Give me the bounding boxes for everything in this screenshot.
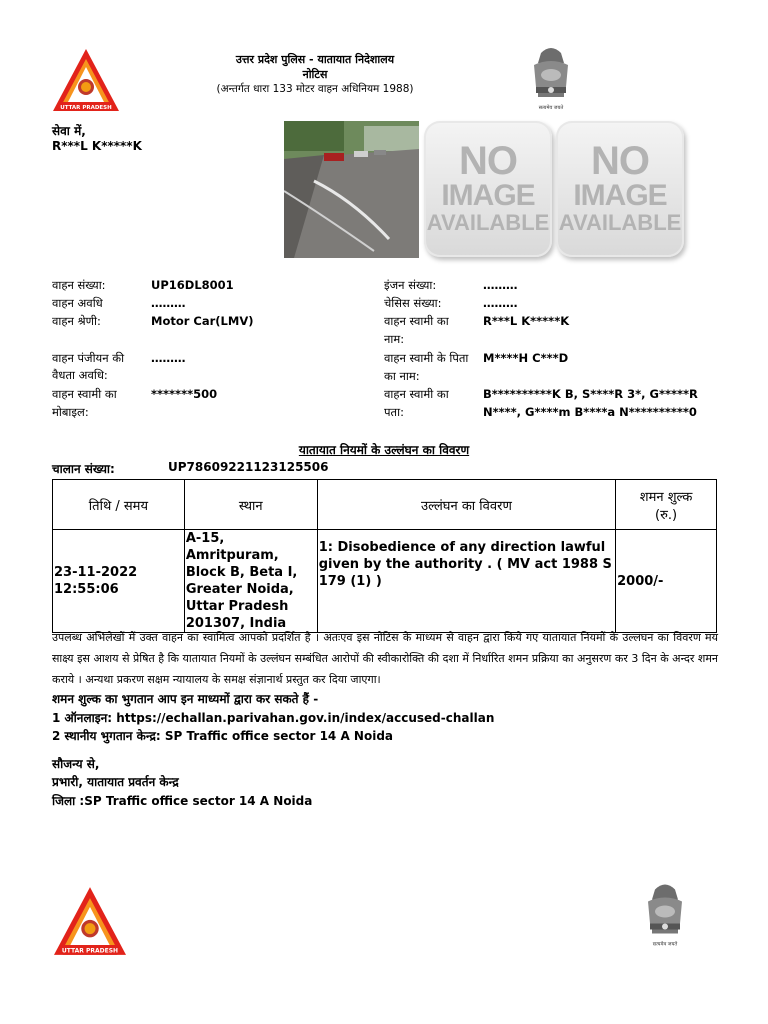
violation-datetime — [53, 530, 185, 633]
owner-address-label: वाहन स्वामी का — [384, 387, 449, 401]
offence-line: 1: Disobedience of any direction lawful — [318, 540, 606, 555]
header-title: उत्तर प्रदेश पुलिस - यातायात निदेशालय — [235, 53, 395, 66]
col-fine-unit: (रु.) — [655, 507, 678, 523]
table-header-row — [53, 480, 717, 530]
payment-local: 2 स्थानीय भुगतान केन्द्र: SP Traffic office sector 14 A Noida — [52, 729, 394, 743]
no-image-placeholder-1: NO IMAGE AVAILABLE — [424, 121, 552, 257]
engine-number: ……… — [483, 278, 518, 292]
payment-online: 1 ऑनलाइन: https://echallan.parivahan.gov.in/index/accused-challan — [52, 711, 495, 725]
header-section: (अन्तर्गत धारा 133 मोटर वाहन अधिनियम 1988) — [216, 83, 414, 95]
reg-validity: ……… — [151, 351, 186, 365]
col-datetime: तिथि / समय — [53, 480, 185, 530]
col-place: स्थान — [184, 480, 317, 530]
table-row — [53, 530, 717, 633]
violation-section-title: यातायात नियमों के उल्लंघन का विवरण — [298, 443, 470, 457]
chassis-number-label: चेसिस संख्या: — [384, 296, 442, 310]
violation-table — [52, 479, 717, 633]
place-line: Uttar Pradesh — [185, 599, 289, 614]
father-name-label-2: का नाम: — [384, 369, 420, 383]
notice-paragraph: उपलब्ध अभिलेखों में उक्त वाहन का स्वामित्व आपको प्रदर्शित है । अतःएव इस नोटिस के माध्यम से वाहन द्वारा किये गए यातायात नियमों के उल्लंघन का विवरण मय साक्ष्य इस आशय से प्रेषित है कि यातायात नियमों के उल्लंघन सम्बंधित आरोपों की स्वीकारोक्ति की दशा में निर्धारित शमन प्रक्रिया का अनुसरण कर 3 दिन के अन्दर शमन कराये । अन्यथा प्रकरण सक्षम न्यायालय के समक्ष संज्ञानार्थ प्रस्तुत कर दिया जाएगा। — [52, 631, 718, 686]
owner-address-line1: B**********K B, S****R 3*, G*****R — [483, 387, 698, 401]
place-line: A-15, Amritpuram, — [185, 531, 279, 563]
traffic-directorate-logo — [51, 47, 121, 113]
vehicle-number: UP16DL8001 — [151, 278, 234, 292]
logo-bottom-text: UTTAR PRADESH — [60, 105, 112, 111]
recipient-name: R***L K*****K — [52, 139, 142, 153]
challan-number: UP78609221123125506 — [168, 460, 329, 474]
col-fine-label: शमन शुल्क — [639, 489, 693, 505]
father-name: M****H C***D — [483, 351, 569, 365]
owner-mobile-label-2: मोबाइल: — [52, 405, 89, 419]
traffic-directorate-logo-bottom — [51, 885, 129, 957]
violation-time: 12:55:06 — [54, 582, 119, 597]
recipient-label: सेवा में, — [52, 124, 86, 138]
place-line: 201307, India — [185, 616, 287, 631]
father-name-label: वाहन स्वामी के पिता — [384, 351, 469, 365]
owner-name-label-2: नाम: — [384, 332, 405, 346]
footer-courtesy: सौजन्य से, — [52, 757, 100, 771]
place-line: Greater Noida, — [185, 582, 294, 597]
owner-mobile-label: वाहन स्वामी का — [52, 387, 117, 401]
place-line: Block B, Beta I, — [185, 565, 298, 580]
vehicle-age-label: वाहन अवधि — [52, 296, 103, 310]
footer-district: जिला :SP Traffic office sector 14 A Noida — [52, 794, 313, 808]
logo-bottom-text-2: UTTAR PRADESH — [61, 947, 119, 955]
evidence-photo — [284, 121, 419, 258]
engine-number-label: इंजन संख्या: — [384, 278, 437, 292]
reg-validity-label-2: वैधता अवधि: — [52, 368, 108, 382]
owner-address-line2: N****, G****m B****a N**********0 — [483, 405, 697, 419]
violation-offence — [317, 530, 615, 633]
violation-date: 23-11-2022 — [54, 565, 138, 580]
vehicle-class-label: वाहन श्रेणी: — [52, 314, 101, 328]
offence-line: given by the authority . ( MV act 1988 S — [318, 557, 612, 572]
owner-address-label-2: पता: — [384, 405, 404, 419]
vehicle-number-label: वाहन संख्या: — [52, 278, 106, 292]
header-notice: नोटिस — [302, 68, 328, 81]
no-image-placeholder-2: NO IMAGE AVAILABLE — [556, 121, 684, 257]
violation-place — [184, 530, 317, 633]
violation-fine: 2000/- — [616, 530, 717, 633]
emblem-caption: सत्यमेव जयते — [538, 105, 564, 111]
national-emblem-icon — [526, 45, 576, 117]
national-emblem-icon-bottom — [640, 880, 690, 955]
col-fine — [616, 480, 717, 530]
col-offence: उल्लंघन का विवरण — [317, 480, 615, 530]
reg-validity-label: वाहन पंजीयन की — [52, 351, 125, 365]
vehicle-class: Motor Car(LMV) — [151, 314, 254, 328]
challan-number-label: चालान संख्या: — [52, 462, 115, 476]
footer-officer: प्रभारी, यातायात प्रवर्तन केन्द्र — [52, 775, 179, 789]
owner-name: R***L K*****K — [483, 314, 570, 328]
emblem-caption-2: सत्यमेव जयते — [652, 941, 678, 948]
owner-mobile: *******500 — [151, 387, 218, 401]
vehicle-age: ……… — [151, 296, 186, 310]
chassis-number: ……… — [483, 296, 518, 310]
owner-name-label: वाहन स्वामी का — [384, 314, 449, 328]
payment-title: शमन शुल्क का भुगतान आप इन माध्यमों द्वारा कर सकते हैं - — [52, 692, 319, 706]
offence-line: 179 (1) ) — [318, 574, 382, 589]
